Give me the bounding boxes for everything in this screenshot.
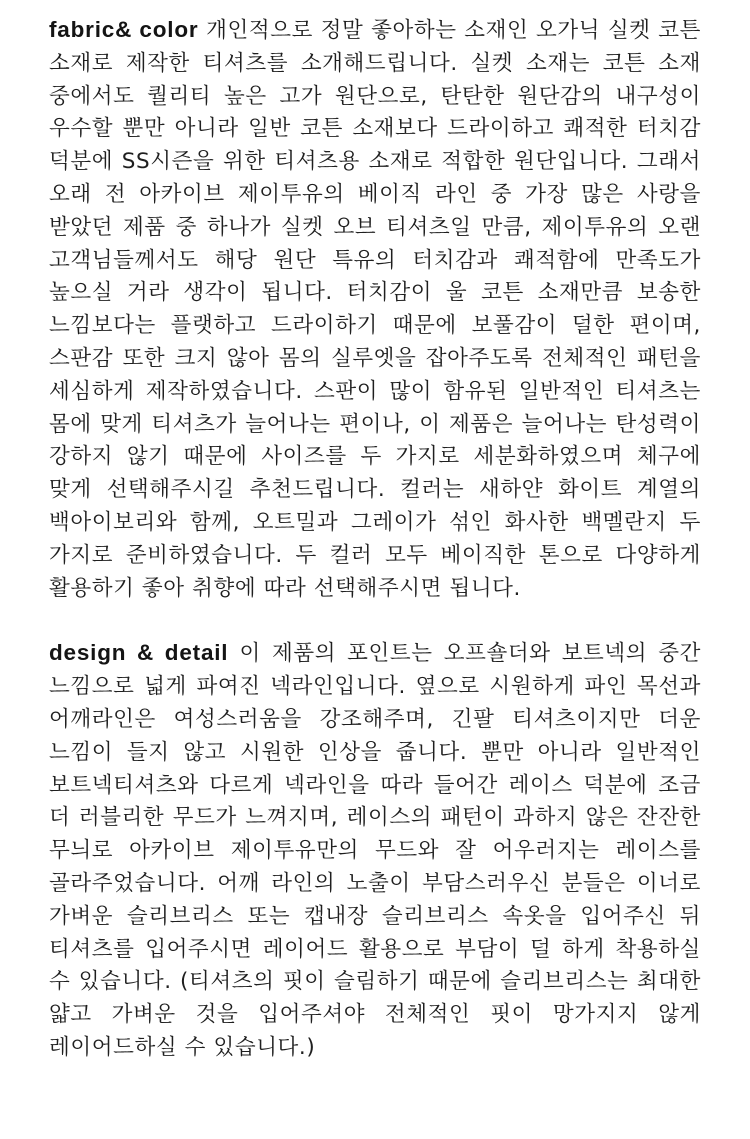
design-detail-heading: design & detail: [49, 640, 229, 666]
design-detail-text: 이 제품의 포인트는 오프숄더와 보트넥의 중간 느낌으로 넓게 파여진 넥라인입니다. 옆으로 시원하게 파인 목선과 어깨라인은 여성스러움을 강조해주며, 긴팔 티셔츠이지만 더운 느낌이 들지 않고 시원한 인상을 줍니다. 뿐만 아니라 일반적인 보트넥티셔츠와 다르게 넥라인을 따라 들어간 레이스 덕분에 조금 더 러블리한 무드가 느껴지며, 레이스의 패턴이 과하지 않은 잔잔한 무늬로 아카이브 제이투유만의 무드와 잘 어우러지는 레이스를 골라주었습니다. 어깨 라인의 노출이 부담스러우신 분들은 이너로 가벼운 슬리브리스 또는 캡내장 슬리브리스 속옷을 입어주신 뒤 티셔츠를 입어주시면 레이어드 활용으로 부담이 덜 하게 착용하실 수 있습니다. (티셔츠의 핏이 슬림하기 때문에 슬리브리스는 최대한 얇고 가벼운 것을 입어주셔야 전체적인 핏이 망가지지 않게 레이어드하실 수 있습니다.): [49, 641, 702, 1060]
fabric-color-section: [49, 14, 701, 605]
design-detail-section: [49, 637, 701, 1064]
product-description: [49, 14, 701, 1065]
fabric-color-text: 개인적으로 정말 좋아하는 소재인 오가닉 실켓 코튼 소재로 제작한 티셔츠를 소개해드립니다. 실켓 소재는 코튼 소재 중에서도 퀄리티 높은 고가 원단으로, 탄탄한 원단감의 내구성이 우수할 뿐만 아니라 일반 코튼 소재보다 드라이하고 쾌적한 터치감 덕분에 SS시즌을 위한 티셔츠용 소재로 적합한 원단입니다. 그래서 오래 전 아카이브 제이투유의 베이직 라인 중 가장 많은 사랑을 받았던 제품 중 하나가 실켓 오브 티셔츠일 만큼, 제이투유의 오랜 고객님들께서도 해당 원단 특유의 터치감과 쾌적함에 만족도가 높으실 거라 생각이 됩니다. 터치감이 울 코튼 소재만큼 보송한 느낌보다는 플랫하고 드라이하기 때문에 보풀감이 덜한 편이며, 스판감 또한 크지 않아 몸의 실루엣을 잡아주도록 전체적인 패턴을 세심하게 제작하였습니다. 스판이 많이 함유된 일반적인 티셔츠는 몸에 맞게 티셔츠가 늘어나는 편이나, 이 제품은 늘어나는 탄성력이 강하지 않기 때문에 사이즈를 두 가지로 세분화하였으며 체구에 맞게 선택해주시길 추천드립니다. 컬러는 새하얀 화이트 계열의 백아이보리와 함께, 오트밀과 그레이가 섞인 화사한 백멜란지 두 가지로 준비하였습니다. 두 컬러 모두 베이직한 톤으로 다양하게 활용하기 좋아 취향에 따라 선택해주시면 됩니다.: [49, 18, 701, 601]
fabric-color-heading: fabric& color: [49, 17, 199, 42]
